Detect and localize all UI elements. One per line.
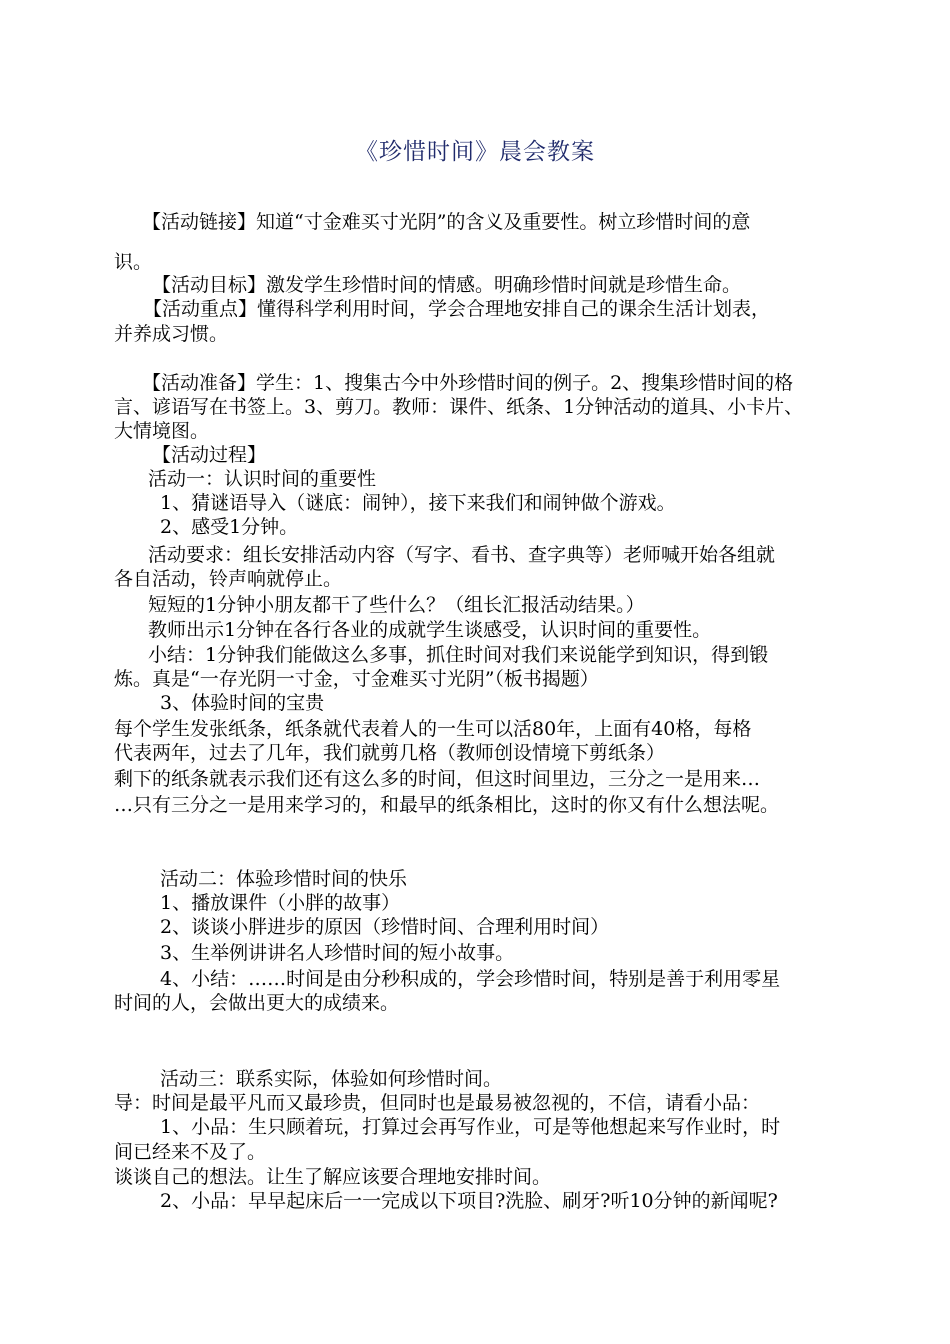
paragraph-line: 识。 [114, 251, 153, 273]
section-heading: 【活动过程】 [152, 444, 267, 466]
section-heading: 活动三：联系实际，体验如何珍惜时间。 [160, 1068, 503, 1090]
paragraph-line: 2、感受1分钟。 [160, 516, 299, 538]
paragraph-line: 大情境图。 [114, 420, 210, 442]
paragraph-line: 小结：1分钟我们能做这么多事，抓住时间对我们来说能学到知识，得到锻 [148, 644, 769, 666]
paragraph-line: 4、小结：……时间是由分秒积成的，学会珍惜时间，特别是善于利用零星 [160, 968, 781, 990]
paragraph-line: 1、小品：生只顾着玩，打算过会再写作业，可是等他想起来写作业时，时 [160, 1116, 781, 1138]
paragraph-line: 各自活动，铃声响就停止。 [114, 568, 343, 590]
paragraph-line: 间已经来不及了。 [114, 1141, 267, 1163]
section-heading: 活动一：认识时间的重要性 [148, 468, 377, 490]
paragraph-line: 【活动准备】学生：1、搜集古今中外珍惜时间的例子。2、搜集珍惜时间的格 [142, 372, 794, 394]
paragraph-line: 【活动重点】懂得科学利用时间，学会合理地安排自己的课余生活计划表， [143, 298, 771, 320]
paragraph-line: 炼。真是“一存光阴一寸金，寸金难买寸光阴”（板书揭题） [114, 668, 599, 690]
paragraph-line: 【活动目标】激发学生珍惜时间的情感。明确珍惜时间就是珍惜生命。 [152, 274, 742, 296]
paragraph-line: 1、播放课件（小胖的故事） [160, 892, 401, 914]
paragraph-line: 3、体验时间的宝贵 [160, 692, 325, 714]
document-title: 《珍惜时间》晨会教案 [355, 139, 595, 165]
paragraph-line: 时间的人，会做出更大的成绩来。 [114, 992, 400, 1014]
paragraph-line: 言、谚语写在书签上。3、剪刀。教师：课件、纸条、1分钟活动的道具、小卡片、 [114, 396, 804, 418]
paragraph-line: 1、猜谜语导入（谜底：闹钟），接下来我们和闹钟做个游戏。 [160, 492, 676, 514]
paragraph-line: 谈谈自己的想法。让生了解应该要合理地安排时间。 [114, 1166, 552, 1188]
paragraph-line: 并养成习惯。 [114, 323, 229, 345]
paragraph-line: 2、小品：早早起床后一一完成以下项目?洗脸、刷牙?听10分钟的新闻呢? [160, 1190, 778, 1212]
paragraph-line: 短短的1分钟小朋友都干了些什么？（组长汇报活动结果。） [148, 594, 645, 616]
paragraph-line: 3、生举例讲讲名人珍惜时间的短小故事。 [160, 942, 515, 964]
paragraph-line: 剩下的纸条就表示我们还有这么多的时间，但这时间里边，三分之一是用来… [114, 768, 761, 790]
paragraph-line: 2、谈谈小胖进步的原因（珍惜时间、合理利用时间） [160, 916, 610, 938]
paragraph-line: 代表两年，过去了几年，我们就剪几格（教师创设情境下剪纸条） [114, 742, 666, 764]
paragraph-line: 教师出示1分钟在各行各业的成就学生谈感受，认识时间的重要性。 [148, 619, 712, 641]
paragraph-line: 【活动链接】知道“寸金难买寸光阴”的含义及重要性。树立珍惜时间的意 [142, 211, 751, 233]
section-heading: 活动二：体验珍惜时间的快乐 [160, 868, 408, 890]
paragraph-line: 每个学生发张纸条，纸条就代表着人的一生可以活80年，上面有40格，每格 [114, 718, 752, 740]
paragraph-line: …只有三分之一是用来学习的，和最早的纸条相比，这时的你又有什么想法呢。 [114, 794, 780, 816]
paragraph-line: 导：时间是最平凡而又最珍贵，但同时也是最易被忽视的，不信，请看小品： [114, 1092, 761, 1114]
paragraph-line: 活动要求：组长安排活动内容（写字、看书、查字典等）老师喊开始各组就 [148, 544, 776, 566]
